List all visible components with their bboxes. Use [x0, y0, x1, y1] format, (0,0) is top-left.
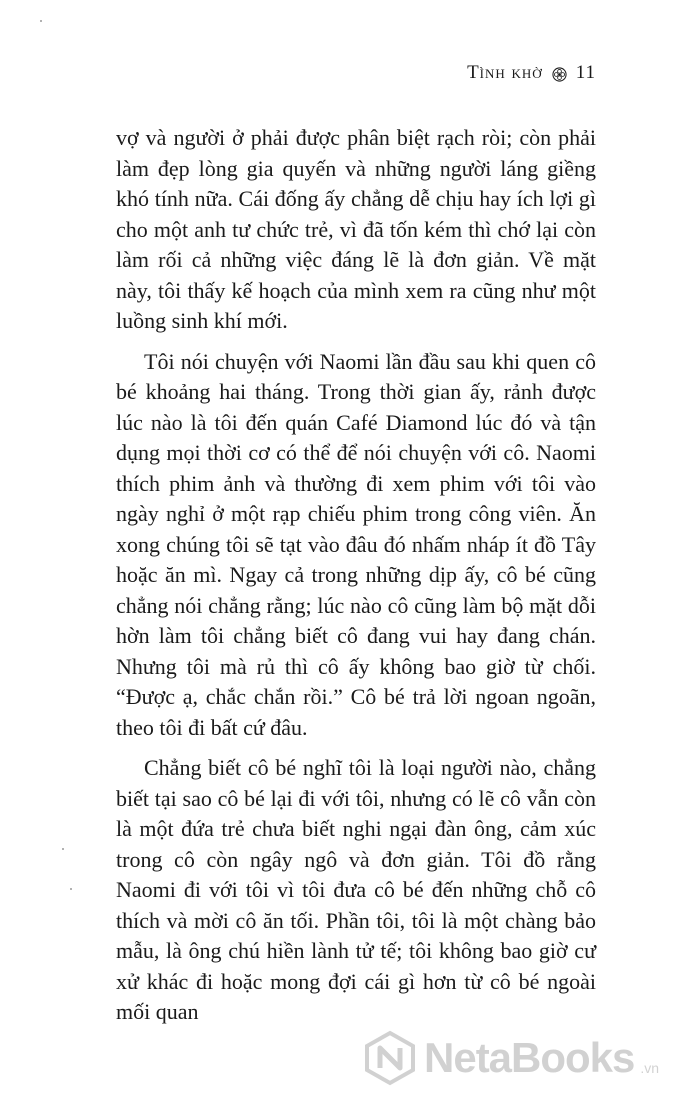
- watermark: [362, 1030, 659, 1086]
- page-number: 11: [575, 62, 596, 83]
- flower-ornament-icon: [552, 67, 567, 82]
- paragraph-3: Chẳng biết cô bé nghĩ tôi là loại người nào, chẳng biết tại sao cô bé lại đi với tôi, nhưng có lẽ cô vẫn còn là một đứa trẻ chưa biết nghi ngại đàn ông, cảm xúc trong cô còn ngây ngô và đơn giản. Tôi đồ rằng Naomi đi với tôi vì tôi đưa cô bé đến những chỗ cô thích và mời cô ăn tối. Phần tôi, tôi là một chàng bảo mẫu, là ông chú hiền lành tử tế; tôi không bao giờ cư xử khác đi hoặc mong đợi cái gì hơn từ cô bé ngoài mối quan: [116, 755, 596, 1024]
- scan-speck: [62, 848, 64, 850]
- scan-speck: [70, 888, 72, 890]
- running-header: [467, 62, 596, 84]
- watermark-suffix: .vn: [640, 1060, 660, 1076]
- paragraph-1: vợ và người ở phải được phân biệt rạch ròi; còn phải làm đẹp lòng gia quyến và những người láng giềng khó tính nữa. Cái đống ấy chẳng dễ chịu hay ích lợi gì cho một anh tư chức trẻ, vì đã tốn kém thì chớ lại còn làm rối cả những việc đáng lẽ là đơn giản. Về mặt này, tôi thấy kế hoạch của mình xem ra cũng như một luồng sinh khí mới.: [116, 125, 596, 333]
- chapter-title: Tình khờ: [467, 62, 543, 83]
- paragraph-2: Tôi nói chuyện với Naomi lần đầu sau khi quen cô bé khoảng hai tháng. Trong thời gian ấy, rảnh được lúc nào là tôi đến quán Café Diamond lúc đó và tận dụng mọi thời cơ có thể để nói chuyện với cô. Naomi thích phim ảnh và thường đi xem phim với tôi vào ngày nghỉ ở một rạp chiếu phim trong công viên. Ăn xong chúng tôi sẽ tạt vào đâu đó nhấm nháp ít đồ Tây hoặc ăn mì. Ngay cả trong những dịp ấy, cô bé cũng chẳng nói chẳng rằng; lúc nào cô cũng làm bộ mặt dỗi hờn làm tôi chẳng biết cô đang vui hay đang chán. Nhưng tôi mà rủ thì cô ấy không bao giờ từ chối. “Được ạ, chắc chắn rồi.” Cô bé trả lời ngoan ngoãn, theo tôi đi bất cứ đâu.: [116, 348, 596, 740]
- watermark-brand: NetaBooks: [424, 1034, 635, 1081]
- scan-speck: [40, 20, 42, 22]
- netabooks-logo-icon: [362, 1030, 418, 1086]
- body-text: [116, 123, 596, 1038]
